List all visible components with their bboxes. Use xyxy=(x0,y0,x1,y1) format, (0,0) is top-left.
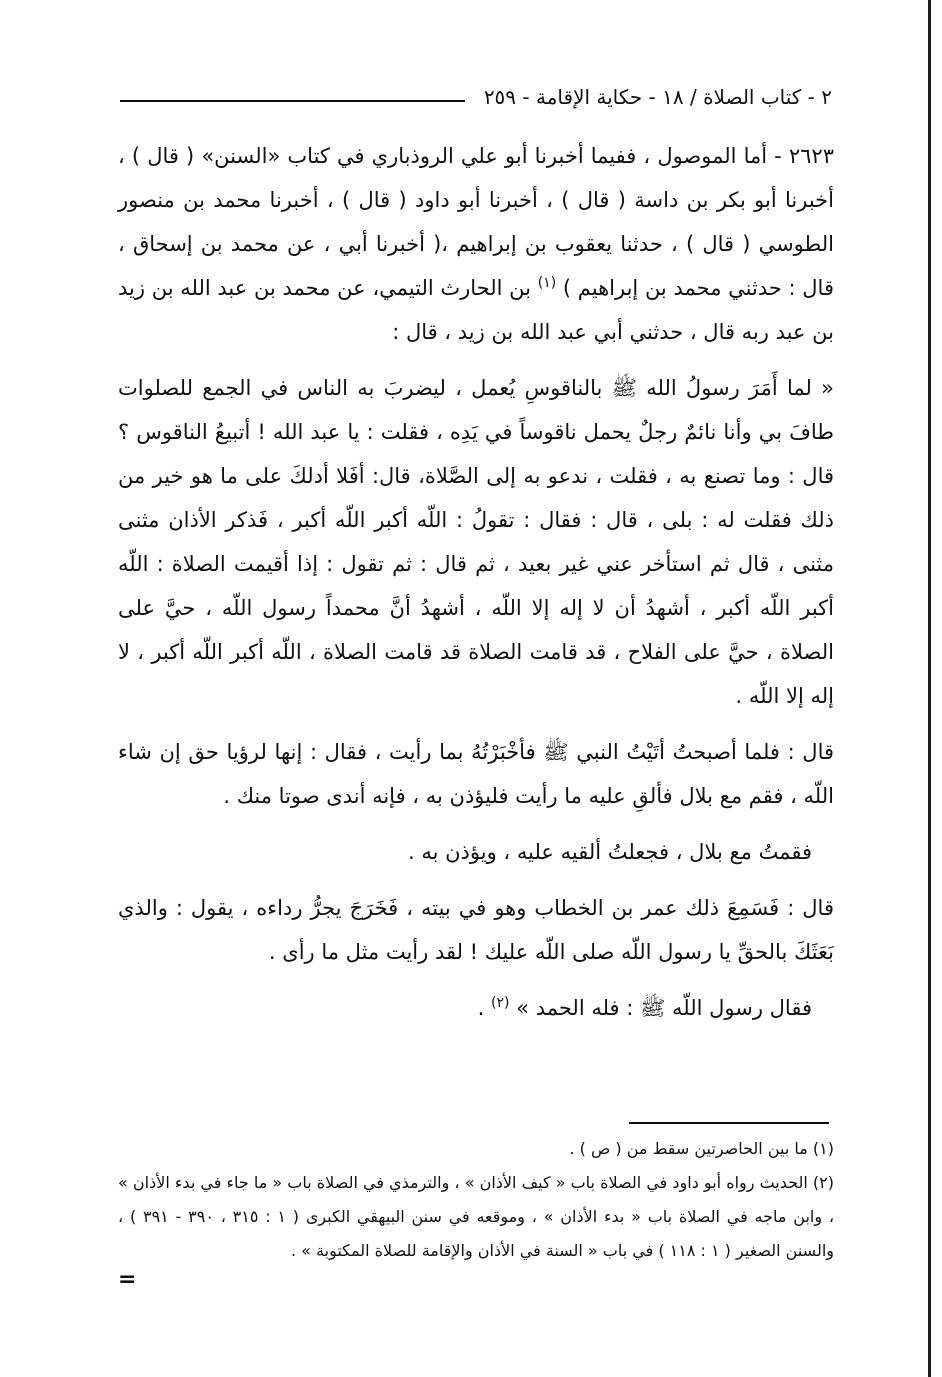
footnotes xyxy=(118,1132,834,1268)
page-header xyxy=(120,82,832,112)
running-head: ٢ - كتاب الصلاة / ١٨ - حكاية الإقامة - ٢٥٩ xyxy=(483,85,832,109)
main-text xyxy=(118,134,834,1042)
closing-paragraph: فقال رسول اللّه ﷺ : فله الحمد » $^{(٢)}$ . xyxy=(477,995,812,1020)
header-rule xyxy=(120,100,465,102)
continuation-mark: = xyxy=(118,1267,137,1292)
hadith-isnad-paragraph: ٢٦٢٣ - أما الموصول ، ففيما أخبرنا أبو علي الروذباري في كتاب «السنن» ( قال ) ، أخبرنا أبو بكر بن داسة ( قال ) ، أخبرنا أبو داود ( قال ) ، أخبرنا محمد بن منصور الطوسي ( قال ) ، حدثنا يعقوب بن إبراهيم ،( أخبرنا أبي ، عن محمد بن إسحاق ، قال : حدثني محمد بن إبراهيم ) $^{(١)}$ بن الحارث التيمي، عن محمد بن عبد الله بن زيد بن عبد ربه قال ، حدثني أبي عبد الله بن زيد ، قال : xyxy=(118,144,834,344)
text-paragraph: قال : فلما أصبحتُ أتَيْتُ النبي ﷺ فأخْبَرْتُهُ بما رأيت ، فقال : إنها لرؤيا حق إن شاء اللّه ، فقم مع بلال فألقِ عليه ما رأيت فليؤذن به ، فإنه أندى صوتا منك . xyxy=(118,740,834,808)
page-binding-edge xyxy=(928,0,931,1377)
hadith-matn-paragraph: « لما أَمَرَ رسولُ الله ﷺ بالناقوسِ يُعمل ، ليضربَ به الناس في الجمع للصلوات طافَ بي وأنا نائمٌ رجلٌ يحمل ناقوساً في يَدِه ، فقلت : يا عبد الله ! أتبيعُ الناقوس ؟ قال : وما تصنع به ، فقلت ، ندعو به إلى الصَّلاة، قال: أفَلا أدلكَ على ما هو خير من ذلك فقلت له : بلى ، قال : فقال : تقولُ : اللّه أكبر اللّه أكبر ، فَذكر الأذان مثنى مثنى ، قال ثم استأخر عني غير بعيد ، ثم قال : ثم تقول : إذا أقيمت الصلاة : اللّه أكبر اللّه أكبر ، أشهدُ أن لا إله إلا اللّه ، أشهدُ أنَّ محمداً رسول اللّه ، حيَّ على الصلاة ، حيَّ على الفلاح ، قد قامت الصلاة قد قامت الصلاة ، اللّه أكبر اللّه أكبر ، لا إله إلا اللّه . xyxy=(118,376,834,708)
footnote-ref-2: (٢) xyxy=(491,995,510,1011)
footnote-rule xyxy=(629,1122,829,1124)
text-paragraph: فقمتُ مع بلال ، فجعلتُ ألقيه عليه ، ويؤذن به . xyxy=(407,840,812,864)
footnote-ref-1: (١) xyxy=(537,275,557,291)
text-paragraph: قال : فَسَمِعَ ذلك عمر بن الخطاب وهو في بيته ، فَخَرَجَ يجرُّ رداءه ، يقول : والذي بَعَثَكَ بالحقِّ يا رسول اللّه صلى اللّه عليك ! لقد رأيت مثل ما رأى . xyxy=(118,896,834,964)
footnote-2: (٢) الحديث رواه أبو داود في الصلاة باب « كيف الأذان » ، والترمذي في الصلاة باب « ما جاء في بدء الأذان » ، وابن ماجه في الصلاة باب « بدء الأذان » ، وموقعه في سنن البيهقي الكبرى ( ١ : ٣١٥ ، ٣٩٠ - ٣٩١ ) ، والسنن الصغير ( ١ : ١١٨ ) في باب « السنة في الأذان والإقامة للصلاة المكتوبة » . xyxy=(118,1173,835,1260)
footnote-1: (١) ما بين الحاصرتين سقط من ( ص ) . xyxy=(569,1139,834,1158)
